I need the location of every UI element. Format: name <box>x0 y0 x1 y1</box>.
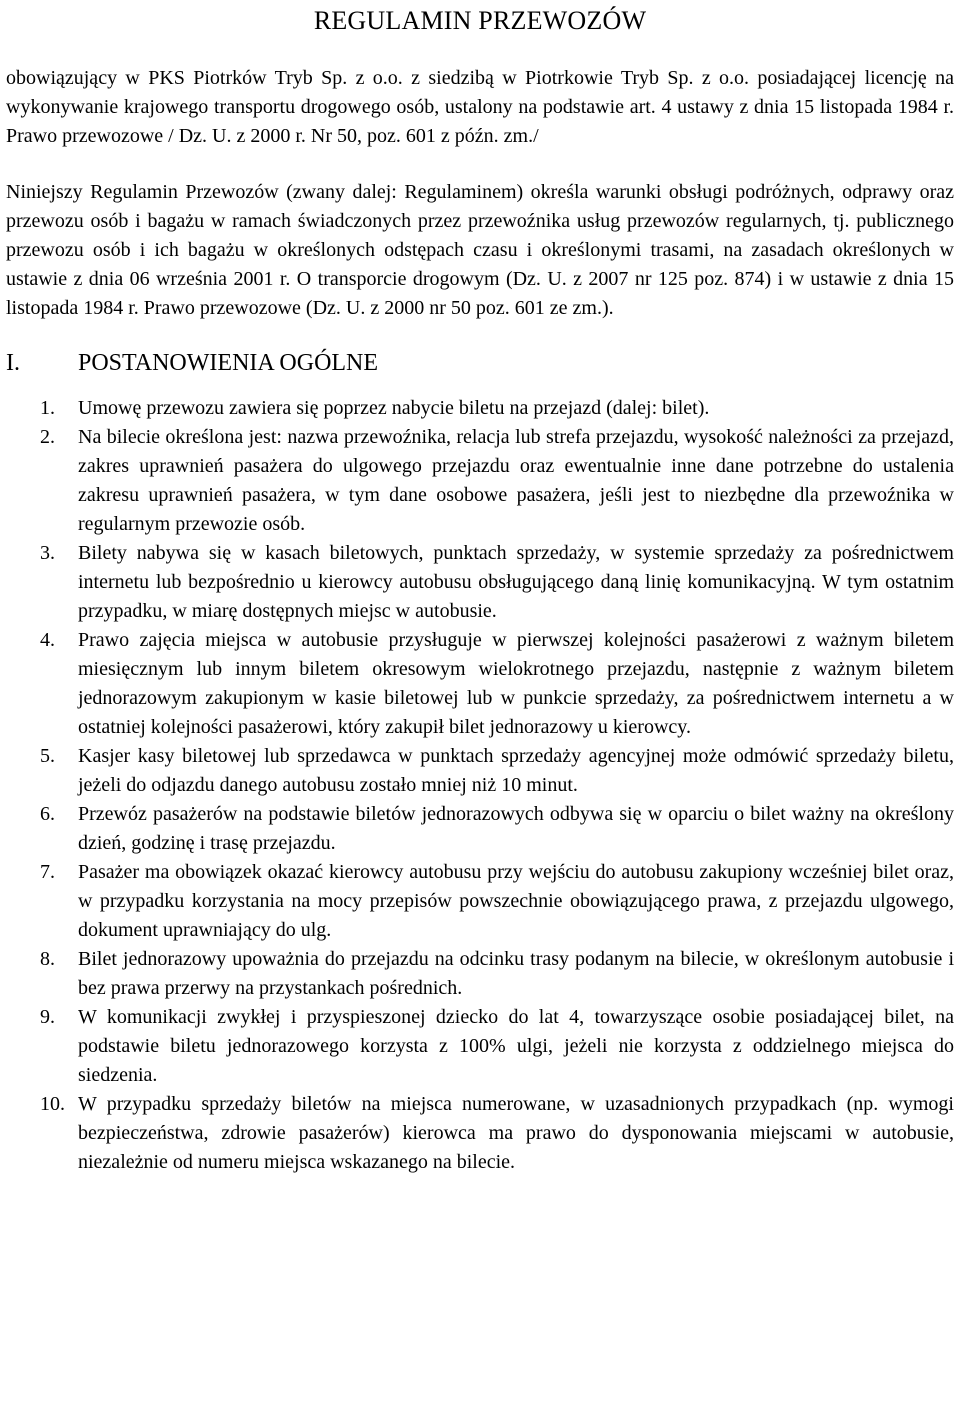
list-item-number: 2. <box>40 426 55 448</box>
list-item-number: 9. <box>40 1006 55 1028</box>
list-item-number: 4. <box>40 629 55 651</box>
document-preamble: Niniejszy Regulamin Przewozów (zwany dalej: Regulaminem) określa warunki obsługi podróżnych, odprawy oraz przewozu osób i bagażu w ramach świadczonych przez przewoźnika usług przewozów regularnych, tj. publicznego przewozu osób i ich bagażu w określonych odstępach czasu i określonymi trasami, na zasadach określonych w ustawie z dnia 06 września 2001 r. O transporcie drogowym (Dz. U. z 2007 nr 125 poz. 874) i w ustawie z dnia 15 listopada 1984 r. Prawo przewozowe (Dz. U. z 2000 nr 50 poz. 601 ze zm.). <box>6 181 954 319</box>
list-item-text: W przypadku sprzedaży biletów na miejsca numerowane, w uzasadnionych przypadkach (np. wymogi bezpieczeństwa, zdrowie pasażerów) kierowca ma prawo do dysponowania miejscami w autobusie, niezależnie od numeru miejsca wskazanego na bilecie. <box>78 1093 954 1173</box>
list-item-text: Na bilecie określona jest: nazwa przewoźnika, relacja lub strefa przejazdu, wysokość należności za przejazd, zakres uprawnień pasażera do ulgowego przejazdu oraz ewentualnie inne dane potrzebne do ustalenia zakresu uprawnień pasażera, w tym dane osobowe pasażera, jeśli jest to niezbędne dla przewoźnika w regularnym przewozie osób. <box>78 426 954 535</box>
list-item <box>6 742 954 800</box>
list-item-number: 1. <box>40 397 55 419</box>
list-item <box>6 858 954 945</box>
list-item <box>6 800 954 858</box>
section-title: POSTANOWIENIA OGÓLNE <box>78 350 379 376</box>
list-item <box>6 1003 954 1090</box>
list-item-text: Przewóz pasażerów na podstawie biletów jednorazowych odbywa się w oparciu o bilet ważny na określony dzień, godzinę i trasę przejazdu. <box>78 803 954 854</box>
list-item-text: Bilety nabywa się w kasach biletowych, punktach sprzedaży, w systemie sprzedaży za pośrednictwem internetu lub bezpośrednio u kierowcy autobusu obsługującego daną linię komunikacyjną. W tym ostatnim przypadku, w miarę dostępnych miejsc w autobusie. <box>78 542 954 622</box>
list-item-number: 8. <box>40 948 55 970</box>
list-item-number: 3. <box>40 542 55 564</box>
provisions-list <box>6 394 954 1177</box>
list-item-text: W komunikacji zwykłej i przyspieszonej dziecko do lat 4, towarzyszące osobie posiadającej bilet, na podstawie biletu jednorazowego korzysta z 100% ulgi, jeżeli nie korzysta z oddzielnego miejsca do siedzenia. <box>78 1006 954 1086</box>
list-item <box>6 626 954 742</box>
list-item-number: 5. <box>40 745 55 767</box>
list-item-text: Kasjer kasy biletowej lub sprzedawca w punktach sprzedaży agencyjnej może odmówić sprzedaży biletu, jeżeli do odjazdu danego autobusu zostało mniej niż 10 minut. <box>78 745 954 796</box>
list-item-number: 10. <box>40 1093 65 1115</box>
document-title: REGULAMIN PRZEWOZÓW <box>313 6 647 35</box>
document-intro: obowiązujący w PKS Piotrków Tryb Sp. z o.o. z siedzibą w Piotrkowie Tryb Sp. z o.o. posiadającej licencję na wykonywanie krajowego transportu drogowego osób, ustalony na podstawie art. 4 ustawy z dnia 15 listopada 1984 r. Prawo przewozowe / Dz. U. z 2000 r. Nr 50, poz. 601 z późn. zm./ <box>6 67 954 147</box>
list-item-text: Bilet jednorazowy upoważnia do przejazdu na odcinku trasy podanym na bilecie, w określonym autobusie i bez prawa przerwy na przystankach pośrednich. <box>78 948 954 999</box>
list-item <box>6 539 954 626</box>
list-item-text: Umowę przewozu zawiera się poprzez nabycie biletu na przejazd (dalej: bilet). <box>78 397 710 419</box>
list-item-number: 6. <box>40 803 55 825</box>
list-item-text: Pasażer ma obowiązek okazać kierowcy autobusu przy wejściu do autobusu zakupiony wcześniej bilet oraz, w przypadku korzystania na mocy przepisów powszechnie obowiązującego prawa, z przejazdu ulgowego, dokument uprawniający do ulg. <box>78 861 954 941</box>
section-heading <box>6 347 954 379</box>
section-number: I. <box>6 350 20 376</box>
list-item <box>6 1090 954 1177</box>
list-item <box>6 945 954 1003</box>
list-item-number: 7. <box>40 861 55 883</box>
list-item <box>6 423 954 539</box>
list-item <box>6 394 954 423</box>
list-item-text: Prawo zajęcia miejsca w autobusie przysługuje w pierwszej kolejności pasażerowi z ważnym biletem miesięcznym lub innym biletem okresowym wielokrotnego przejazdu, następnie z ważnym biletem jednorazowym zakupionym w kasie biletowej lub w punkcie sprzedaży, za pośrednictwem internetu a w ostatniej kolejności pasażerowi, który zakupił bilet jednorazowy u kierowcy. <box>78 629 954 738</box>
